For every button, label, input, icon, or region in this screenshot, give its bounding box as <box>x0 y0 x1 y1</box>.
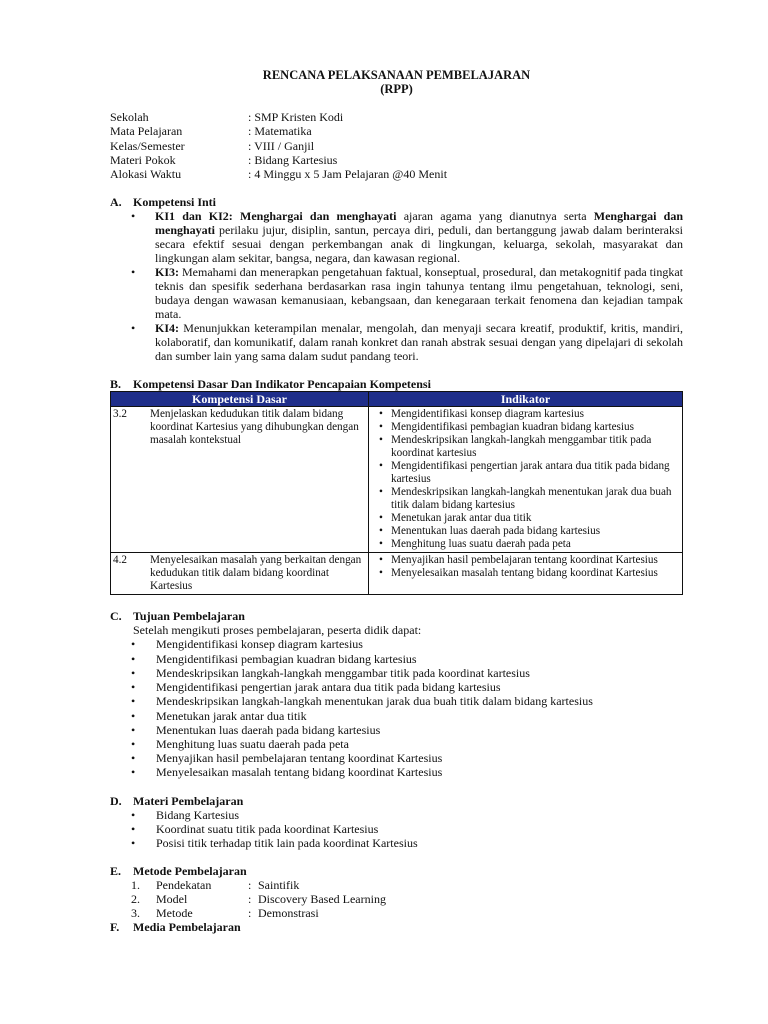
list-item-text: Mengidentifikasi pembagian kuadran bidang kartesius <box>156 651 417 666</box>
list-item-text: Menentukan luas daerah pada bidang kartesius <box>156 722 381 737</box>
indicator-text: Mengidentifikasi pembagian kuadran bidang kartesius <box>391 421 634 434</box>
method-row <box>110 878 683 892</box>
method-value: Saintifik <box>258 878 300 893</box>
info-value: : VIII / Ganjil <box>248 138 315 153</box>
indicator-text: Mengidentifikasi pengertian jarak antara dua titik pada bidang kartesius <box>391 460 670 486</box>
method-colon: : <box>248 878 252 893</box>
material-list <box>110 808 683 851</box>
indicator-item <box>371 434 680 460</box>
section-heading <box>110 920 683 934</box>
section-heading <box>110 609 683 623</box>
bullet: • <box>131 751 136 766</box>
ki-list <box>110 209 683 363</box>
list-item-text: Mendeskripsikan langkah-langkah menggambar titik pada koordinat kartesius <box>156 665 530 680</box>
ki-text <box>155 265 683 321</box>
info-row <box>110 139 683 153</box>
ki-bold: KI3: <box>155 265 179 280</box>
method-label: Pendekatan <box>156 878 212 893</box>
list-item <box>110 680 683 694</box>
indicator-item <box>371 460 680 486</box>
bullet: • <box>379 554 383 567</box>
bullet: • <box>131 321 136 336</box>
method-number: 2. <box>131 892 140 907</box>
bullet: • <box>379 486 383 499</box>
bullet: • <box>131 821 136 836</box>
kd-number: 4.2 <box>111 553 149 595</box>
indicator-text: Menetukan jarak antar dua titik <box>391 512 532 525</box>
bullet: • <box>131 665 136 680</box>
section-letter: C. <box>110 609 122 624</box>
list-item <box>110 808 683 822</box>
list-item-text: Menghitung luas suatu daerah pada peta <box>156 736 349 751</box>
bullet: • <box>131 708 136 723</box>
indicator-item <box>371 567 680 580</box>
title-line-1: RENCANA PELAKSANAAN PEMBELAJARAN <box>262 68 531 82</box>
objective-list <box>110 637 683 779</box>
bullet: • <box>379 460 383 473</box>
list-item-text: Posisi titik terhadap titik lain pada koordinat Kartesius <box>156 835 418 850</box>
section-a <box>110 195 683 363</box>
section-d <box>110 794 683 851</box>
method-colon: : <box>248 906 252 921</box>
table-header-row <box>111 392 683 407</box>
ki-item-4 <box>110 321 683 363</box>
bullet: • <box>131 265 136 280</box>
method-label: Metode <box>156 906 193 921</box>
ki-plain: perilaku jujur, disiplin, santun, percaya diri, peduli, dan bertanggung jawab dalam berinteraksi secara efektif sesuai dengan perkembangan anak di lingkungan, keluarga, sekolah, masyarakat dan lingkungan alam sekitar, bangsa, negara, dan kawasan regional. <box>155 223 683 266</box>
info-label: Kelas/Semester <box>110 138 185 153</box>
indicator-item <box>371 554 680 567</box>
ki-text <box>155 209 683 265</box>
ki-plain: ajaran agama yang dianutnya serta <box>396 209 594 224</box>
indicator-text: Mengidentifikasi konsep diagram kartesius <box>391 408 584 421</box>
indicator-item <box>371 486 680 512</box>
list-item <box>110 836 683 850</box>
section-heading <box>110 377 683 391</box>
method-row <box>110 892 683 906</box>
kd-description: Menyelesaikan masalah yang berkaitan dengan kedudukan titik dalam bidang koordinat Kartesius <box>148 553 369 595</box>
info-value: : Matematika <box>248 124 312 139</box>
info-label: Mata Pelajaran <box>110 124 183 139</box>
list-item <box>110 822 683 836</box>
section-heading <box>110 794 683 808</box>
section-letter: B. <box>110 377 122 392</box>
ki-plain: Menunjukkan keterampilan menalar, mengolah, dan menyaji secara kreatif, produktif, kritis, mandiri, kolaboratif, dan komunikatif, dalam ranah konkret dan ranah abstrak sesuai dengan yang dipelajari di sekolah dan sumber lain yang sama dalam sudut pandang teori. <box>155 321 683 364</box>
method-value: Discovery Based Learning <box>258 892 386 907</box>
indicator-item <box>371 538 680 551</box>
indicator-text: Menyajikan hasil pembelajaran tentang koordinat Kartesius <box>391 554 658 567</box>
section-title: Materi Pembelajaran <box>133 793 244 808</box>
section-title: Kompetensi Dasar Dan Indikator Pencapaian Kompetensi <box>133 377 431 392</box>
info-label: Materi Pokok <box>110 152 176 167</box>
ki-plain: Memahami dan menerapkan pengetahuan faktual, konseptual, prosedural, dan metakognitif pada tingkat teknis dan spesifik sederhana berdasarkan rasa ingin tahunya tentang ilmu pengetahuan, teknologi, seni, budaya dengan wawasan kemanusiaan, kebangsaan, dan kenegaraan terkait fenomena dan kejadian tampak mata. <box>155 265 683 322</box>
method-value: Demonstrasi <box>258 906 319 921</box>
section-title: Tujuan Pembelajaran <box>133 609 245 624</box>
bullet: • <box>379 434 383 447</box>
bullet: • <box>131 637 136 652</box>
bullet: • <box>131 209 136 224</box>
list-item-text: Menyelesaikan masalah tentang bidang koordinat Kartesius <box>156 765 443 780</box>
list-item <box>110 751 683 765</box>
header-indikator: Indikator <box>369 392 683 407</box>
table-row <box>111 407 683 553</box>
list-item <box>110 666 683 680</box>
section-title: Kompetensi Inti <box>133 195 217 210</box>
section-heading <box>110 195 683 209</box>
method-colon: : <box>248 892 252 907</box>
info-label: Sekolah <box>110 110 149 124</box>
section-intro: Setelah mengikuti proses pembelajaran, peserta didik dapat: <box>133 623 422 638</box>
list-item <box>110 652 683 666</box>
bullet: • <box>131 807 136 822</box>
indicator-item <box>371 408 680 421</box>
section-title: Media Pembelajaran <box>133 920 241 935</box>
list-item <box>110 637 683 651</box>
ki-item-1 <box>110 209 683 265</box>
ki-bold: Menghargai dan menghayati <box>155 209 684 238</box>
info-label: Alokasi Waktu <box>110 167 182 182</box>
bullet: • <box>379 512 383 525</box>
bullet: • <box>131 722 136 737</box>
bullet: • <box>379 421 383 434</box>
list-item-text: Mendeskripsikan langkah-langkah menentukan jarak dua buah titik dalam bidang kartesius <box>156 694 593 709</box>
ki-item-3 <box>110 265 683 321</box>
indicator-cell <box>369 407 683 553</box>
bullet: • <box>379 525 383 538</box>
info-value: : 4 Minggu x 5 Jam Pelajaran @40 Menit <box>248 167 448 182</box>
bullet: • <box>379 567 383 580</box>
bullet: • <box>131 765 136 780</box>
section-letter: A. <box>110 195 122 210</box>
section-f <box>110 920 683 934</box>
list-item-text: Mengidentifikasi konsep diagram kartesius <box>156 637 363 652</box>
kd-description: Menjelaskan kedudukan titik dalam bidang koordinat Kartesius yang dihubungkan dengan masalah kontekstual <box>148 407 369 553</box>
info-row <box>110 124 683 138</box>
list-item <box>110 709 683 723</box>
list-item-text: Mengidentifikasi pengertian jarak antara dua titik pada bidang kartesius <box>156 680 501 695</box>
indicator-item <box>371 421 680 434</box>
info-row <box>110 153 683 167</box>
list-item <box>110 765 683 779</box>
indicator-item <box>371 525 680 538</box>
bullet: • <box>131 694 136 709</box>
section-letter: E. <box>110 864 122 879</box>
info-value: : SMP Kristen Kodi <box>248 110 344 124</box>
indicator-item <box>371 512 680 525</box>
bullet: • <box>131 680 136 695</box>
ki-bold: KI4: <box>155 321 179 336</box>
list-item-text: Bidang Kartesius <box>156 807 239 822</box>
title-line-2: (RPP) <box>380 82 413 96</box>
section-c <box>110 609 683 779</box>
bullet: • <box>379 408 383 421</box>
rpp-document <box>110 68 683 934</box>
identity-block <box>110 110 683 181</box>
list-item <box>110 694 683 708</box>
indicator-text: Menentukan luas daerah pada bidang kartesius <box>391 525 601 538</box>
indicator-text: Menghitung luas suatu daerah pada peta <box>391 538 571 551</box>
bullet: • <box>131 835 136 850</box>
indicator-cell <box>369 553 683 595</box>
table-row <box>111 553 683 595</box>
bullet: • <box>131 651 136 666</box>
info-value: : Bidang Kartesius <box>248 152 338 167</box>
ki-bold: KI1 dan KI2: Menghargai dan menghayati <box>155 209 397 224</box>
list-item <box>110 737 683 751</box>
section-e <box>110 864 683 920</box>
list-item-text: Menetukan jarak antar dua titik <box>156 708 307 723</box>
bullet: • <box>131 736 136 751</box>
info-row <box>110 167 683 181</box>
list-item-text: Koordinat suatu titik pada koordinat Kartesius <box>156 821 379 836</box>
competency-table <box>110 391 683 595</box>
indicator-text: Mendeskripsikan langkah-langkah menggambar titik pada koordinat kartesius <box>391 434 652 460</box>
section-letter: D. <box>110 793 122 808</box>
indicator-text: Menyelesaikan masalah tentang bidang koordinat Kartesius <box>391 567 658 580</box>
bullet: • <box>379 538 383 551</box>
list-item <box>110 723 683 737</box>
list-item-text: Menyajikan hasil pembelajaran tentang koordinat Kartesius <box>156 751 443 766</box>
info-row <box>110 110 683 124</box>
indicator-text: Mendeskripsikan langkah-langkah menentukan jarak dua buah titik dalam bidang kartesius <box>391 486 672 512</box>
method-row <box>110 906 683 920</box>
document-title <box>110 68 683 96</box>
method-label: Model <box>156 892 188 907</box>
section-title: Metode Pembelajaran <box>133 864 247 879</box>
section-letter: F. <box>110 920 120 935</box>
kd-number: 3.2 <box>111 407 149 553</box>
header-kompetensi-dasar: Kompetensi Dasar <box>111 392 369 407</box>
ki-text <box>155 321 683 363</box>
method-number: 1. <box>131 878 140 893</box>
method-number: 3. <box>131 906 140 921</box>
section-heading <box>110 864 683 878</box>
section-b <box>110 377 683 595</box>
